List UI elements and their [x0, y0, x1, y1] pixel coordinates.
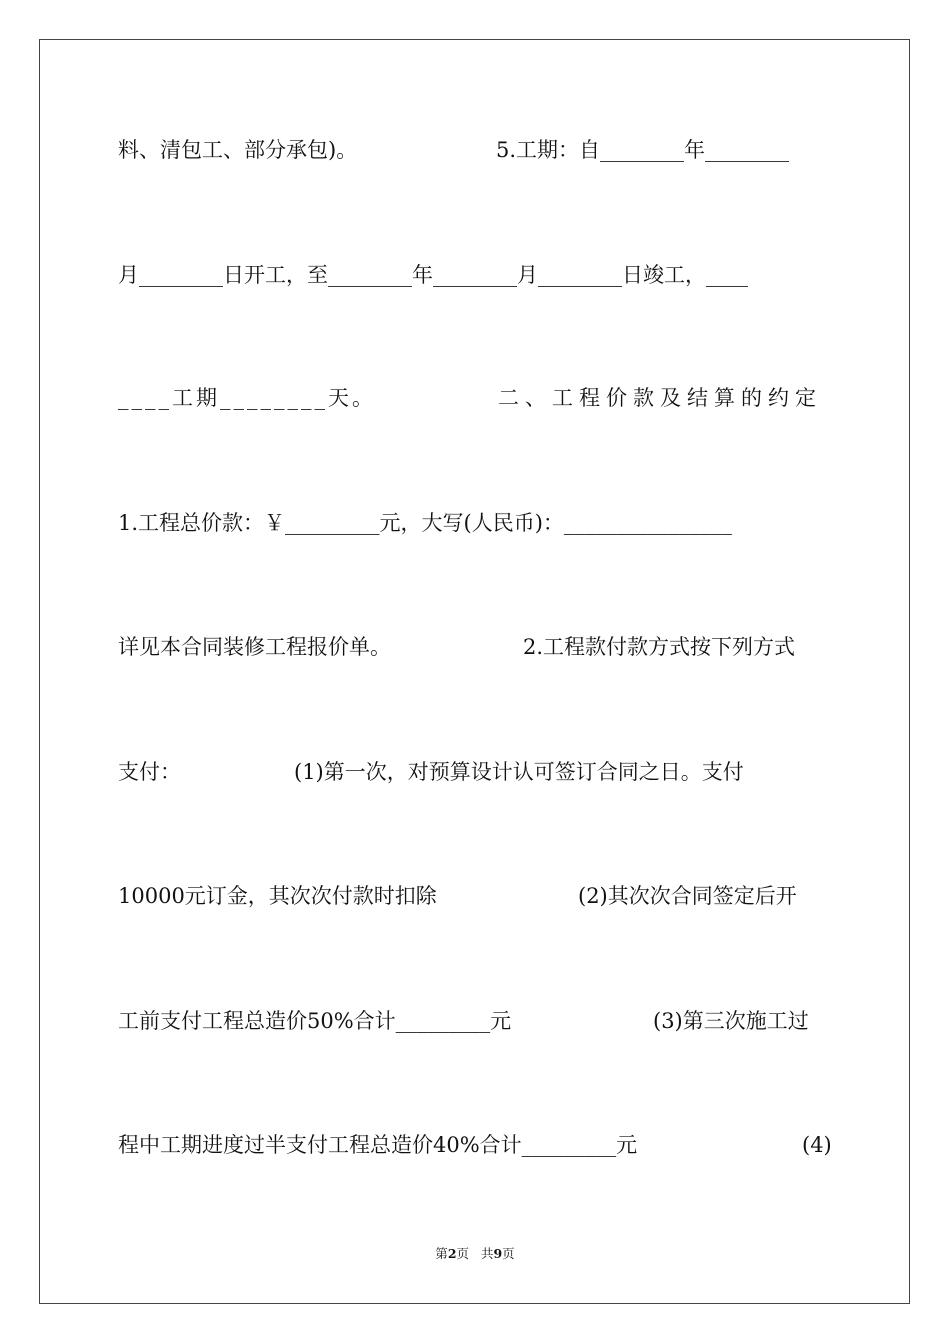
text-segment: (1)第一次，对预算设计认可签订合同之日。支付	[294, 760, 744, 784]
text-line-6	[118, 755, 834, 789]
text-segment: 月________日开工，至________年________月________日竣工，____	[118, 263, 748, 287]
text-segment: ____工期________天。	[118, 386, 376, 410]
text-segment: (2)其次次合同签定后开	[578, 884, 797, 908]
text-line-5	[118, 630, 834, 664]
text-segment: 支付：	[118, 760, 181, 784]
current-page-number: 2	[447, 1246, 457, 1261]
text-segment: 5.工期：自________年________	[496, 138, 790, 162]
text-segment: 1.工程总价款：￥_________元，大写(人民币)：________________	[118, 511, 732, 535]
text-line-3	[118, 381, 834, 415]
footer-page-suffix: 页	[456, 1246, 470, 1261]
text-line-7	[118, 879, 834, 913]
text-segment: 详见本合同装修工程报价单。	[118, 635, 391, 659]
text-line-1	[118, 133, 834, 167]
text-segment: (3)第三次施工过	[653, 1009, 809, 1033]
text-segment: 程中工期进度过半支付工程总造价40%合计_________元	[118, 1133, 638, 1157]
text-segment: 料、清包工、部分承包)。	[118, 138, 358, 162]
footer-total-prefix: 共	[480, 1246, 494, 1261]
text-segment: 2.工程款付款方式按下列方式	[523, 635, 796, 659]
text-line-8	[118, 1004, 834, 1038]
text-segment: 二、工程价款及结算的约定	[498, 386, 822, 410]
text-line-9	[118, 1128, 834, 1162]
text-segment: 工前支付工程总造价50%合计_________元	[118, 1009, 512, 1033]
text-segment: (4)	[802, 1133, 832, 1157]
text-segment: 10000元订金，其次次付款时扣除	[118, 884, 437, 908]
footer-total-suffix: 页	[502, 1246, 515, 1261]
page-border	[39, 39, 910, 1304]
text-line-2	[118, 258, 834, 292]
footer-prefix: 第	[435, 1246, 448, 1261]
text-line-4	[118, 506, 834, 540]
total-page-count: 9	[493, 1246, 503, 1261]
page-footer	[0, 1244, 950, 1262]
